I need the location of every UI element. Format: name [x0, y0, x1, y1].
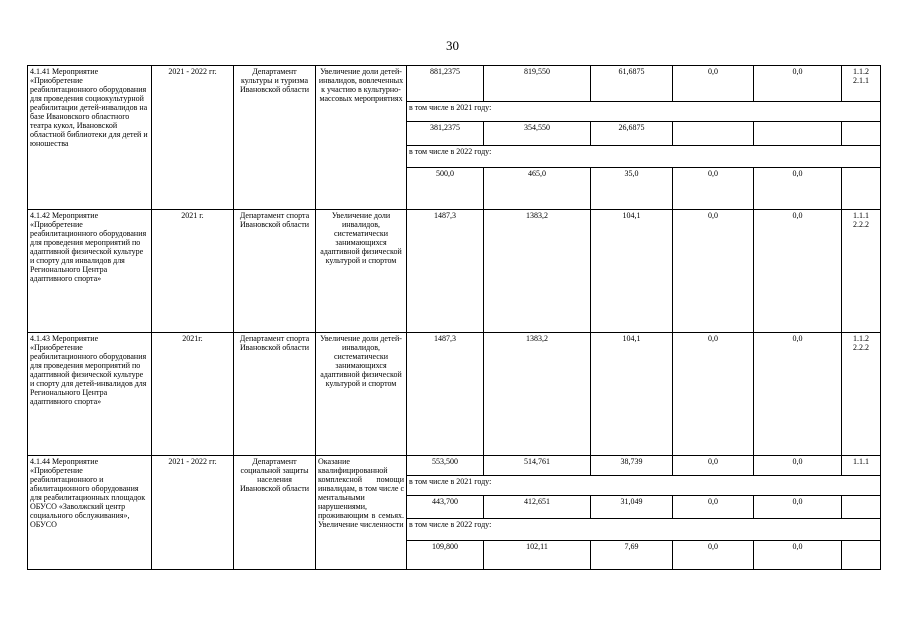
- value-cell: 500,0: [407, 168, 484, 210]
- value-cell: 1487,3: [407, 210, 484, 333]
- value-cell: 412,651: [484, 496, 591, 519]
- indicator-cell: 1.1.1 2.2.2: [842, 210, 881, 333]
- value-cell: 553,500: [407, 456, 484, 476]
- table-row: [28, 456, 881, 476]
- year-label-cell: в том числе в 2022 году:: [407, 146, 881, 168]
- activity-cell: 4.1.42 Мероприятие «Приобретение реабилитационного оборудования для проведения мероприятий по адаптивной физической культуре и спорту для инвалидов для Регионального Центра адаптивного спорта»: [28, 210, 152, 333]
- result-cell: Увеличение доли детей-инвалидов, вовлеченных к участию в культурно-массовых мероприятиях: [316, 66, 407, 210]
- value-cell: 109,800: [407, 541, 484, 570]
- value-cell: 354,550: [484, 122, 591, 146]
- executor-cell: Департамент социальной защиты населения Ивановской области: [234, 456, 316, 570]
- value-cell: 38,739: [591, 456, 673, 476]
- indicator-cell: 1.1.2 2.1.1: [842, 66, 881, 102]
- value-cell: [842, 496, 881, 519]
- activity-cell: 4.1.44 Мероприятие «Приобретение реабилитационного и абилитационного оборудования для реабилитационных площадок ОБУСО «Заволжский центр социального обслуживания», ОБУСО: [28, 456, 152, 570]
- value-cell: 0,0: [754, 496, 842, 519]
- indicator-cell: 1.1.2 2.2.2: [842, 333, 881, 456]
- value-cell: [842, 168, 881, 210]
- value-cell: 0,0: [673, 541, 754, 570]
- activity-cell: 4.1.43 Мероприятие «Приобретение реабилитационного оборудования для проведения мероприятий по адаптивной физической культуре и спорту для детей-инвалидов для Регионального Центра адаптивного спорта»: [28, 333, 152, 456]
- value-cell: 881,2375: [407, 66, 484, 102]
- period-cell: 2021г.: [152, 333, 234, 456]
- value-cell: 7,69: [591, 541, 673, 570]
- value-cell: 819,550: [484, 66, 591, 102]
- value-cell: 381,2375: [407, 122, 484, 146]
- value-cell: 31,049: [591, 496, 673, 519]
- result-cell: Оказание квалифицированной комплексной помощи инвалидам, в том числе с ментальными нарушениями, проживающим в семьях. Увеличение численности: [316, 456, 407, 570]
- value-cell: 35,0: [591, 168, 673, 210]
- value-cell: [842, 541, 881, 570]
- value-cell: 0,0: [754, 168, 842, 210]
- value-cell: [754, 122, 842, 146]
- value-cell: 465,0: [484, 168, 591, 210]
- result-cell: Увеличение доли детей-инвалидов, систематически занимающихся адаптивной физической культурой и спортом: [316, 333, 407, 456]
- value-cell: 0,0: [673, 333, 754, 456]
- value-cell: 0,0: [673, 456, 754, 476]
- year-label-cell: в том числе в 2022 году:: [407, 519, 881, 541]
- result-cell: Увеличение доли инвалидов, систематически занимающихся адаптивной физической культурой и спортом: [316, 210, 407, 333]
- value-cell: 104,1: [591, 210, 673, 333]
- indicator-cell: 1.1.1: [842, 456, 881, 476]
- value-cell: 443,700: [407, 496, 484, 519]
- value-cell: 61,6875: [591, 66, 673, 102]
- table-row: [28, 66, 881, 102]
- value-cell: [842, 122, 881, 146]
- value-cell: [673, 122, 754, 146]
- value-cell: 26,6875: [591, 122, 673, 146]
- value-cell: 0,0: [754, 210, 842, 333]
- value-cell: 0,0: [754, 333, 842, 456]
- program-table: [27, 65, 881, 570]
- value-cell: 0,0: [754, 541, 842, 570]
- period-cell: 2021 г.: [152, 210, 234, 333]
- activity-cell: 4.1.41 Мероприятие «Приобретение реабилитационного оборудования для проведения социокультурной реабилитации детей-инвалидов на базе Ивановского областного театра кукол, Ивановской областной библиотеки для детей и юношества: [28, 66, 152, 210]
- value-cell: 514,761: [484, 456, 591, 476]
- value-cell: 0,0: [754, 66, 842, 102]
- value-cell: 0,0: [754, 456, 842, 476]
- executor-cell: Департамент культуры и туризма Ивановской области: [234, 66, 316, 210]
- value-cell: 0,0: [673, 210, 754, 333]
- value-cell: 0,0: [673, 66, 754, 102]
- value-cell: 1383,2: [484, 333, 591, 456]
- period-cell: 2021 - 2022 гг.: [152, 456, 234, 570]
- period-cell: 2021 - 2022 гг.: [152, 66, 234, 210]
- table-row: [28, 333, 881, 456]
- value-cell: 104,1: [591, 333, 673, 456]
- value-cell: 1383,2: [484, 210, 591, 333]
- value-cell: 1487,3: [407, 333, 484, 456]
- table-row: [28, 210, 881, 333]
- value-cell: 0,0: [673, 168, 754, 210]
- year-label-cell: в том числе в 2021 году:: [407, 102, 881, 122]
- year-label-cell: в том числе в 2021 году:: [407, 476, 881, 496]
- value-cell: 0,0: [673, 496, 754, 519]
- executor-cell: Департамент спорта Ивановской области: [234, 333, 316, 456]
- executor-cell: Департамент спорта Ивановской области: [234, 210, 316, 333]
- page-number: 30: [446, 38, 459, 53]
- value-cell: 102,11: [484, 541, 591, 570]
